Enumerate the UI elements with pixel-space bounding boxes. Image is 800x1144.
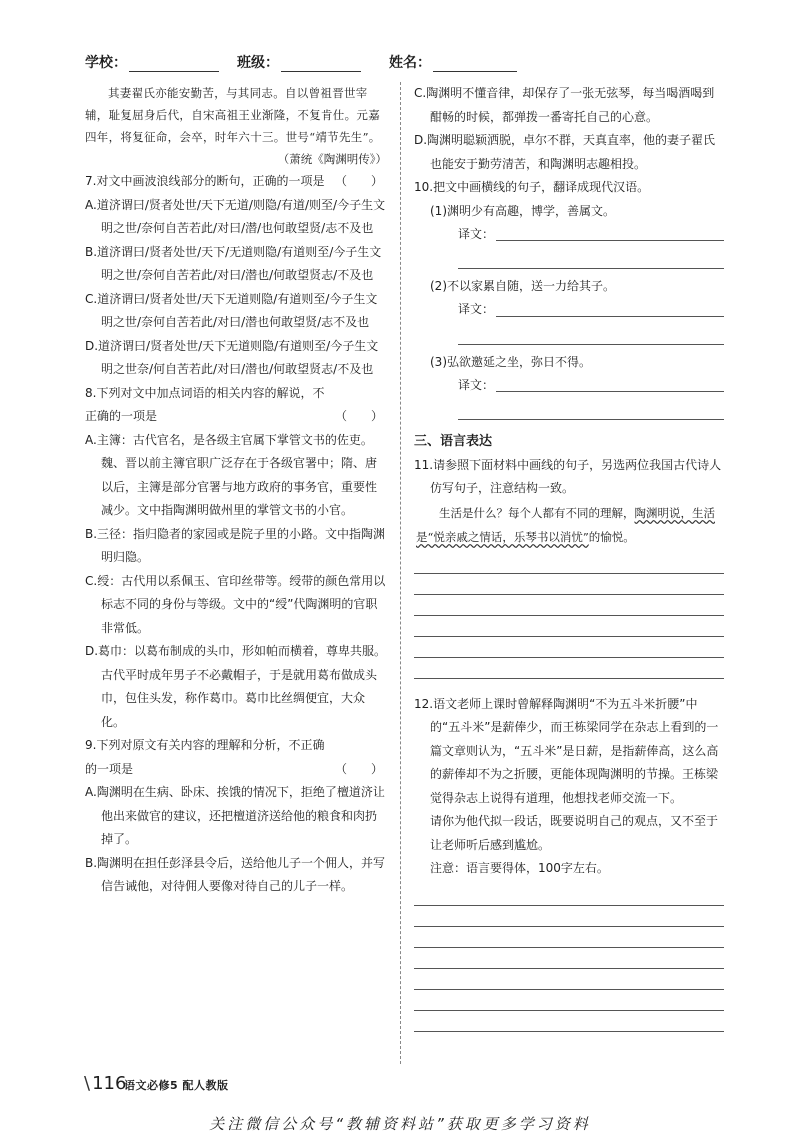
- slash-mark: \: [84, 1073, 91, 1094]
- writing-line[interactable]: [414, 927, 724, 948]
- q9-option-b[interactable]: B.陶渊明在担任彭泽县令后，送给他儿子一个佣人，并写信告诫他，对待佣人要像对待自己的儿子一样。: [85, 855, 386, 893]
- name-field[interactable]: [389, 52, 517, 72]
- q8-option-d[interactable]: D.葛巾：以葛布制成的头巾，形如帕而横着，尊卑共服。古代平时成年男子不必戴帽子，于是就用葛布做成头巾，包住头发，称作葛巾。葛巾比丝绸便宜，大众化。: [85, 644, 387, 729]
- question-11: [414, 454, 724, 679]
- answer-line[interactable]: [458, 322, 724, 345]
- page-number: \ 116: [84, 1073, 127, 1094]
- writing-line[interactable]: [414, 990, 724, 1011]
- q8-stem: 8.下列对文中加点词语的相关内容的解说，不正确的一项是 （ ）: [85, 382, 387, 429]
- passage-source: （萧统《陶渊明传》）: [277, 152, 387, 166]
- q9-option-a[interactable]: A.陶渊明在生病、卧床、挨饿的情况下，拒绝了檀道济让他出来做官的建议，还把檀道济送给他的粮食和肉扔掉了。: [85, 785, 385, 846]
- q8-answer-paren[interactable]: （ ）: [334, 409, 383, 423]
- passage-excerpt: 其妻翟氏亦能安勤苦，与其同志。自以曾祖晋世宰辅，耻复屈身后代，自宋高祖王业渐隆，不复肯仕。元嘉四年，将复征命，会卒，时年六十三。世号“靖节先生”。: [85, 86, 381, 144]
- q7-answer-paren[interactable]: （ ）: [334, 174, 383, 188]
- q9-option-c[interactable]: C.陶渊明不懂音律，却保存了一张无弦琴，每当喝酒喝到酣畅的时候，都弹拨一番寄托自己的心意。: [414, 86, 715, 124]
- q7-option-b[interactable]: B.道济谓曰/贤者处世/天下/无道则隐/有道则至/今子生文明之世/奈何自苦若此/对曰/潜也/何敢望贤志/不及也: [85, 244, 382, 282]
- book-title: 语文必修5 配人教版: [124, 1079, 229, 1092]
- column-divider: [400, 82, 401, 1064]
- q12-task: 请你为他代拟一段话，既要说明自己的观点，又不至于让老师听后感到尴尬。: [430, 814, 719, 852]
- answer-line[interactable]: [458, 246, 724, 269]
- q8-option-a[interactable]: A.主簿：古代官名，是各级主官属下掌管文书的佐吏。魏、晋以前主簿官职广泛存在于各级官署中；隋、唐以后，主簿是部分官署与地方政府的事务官，重要性减少。文中指陶渊明做州里的掌管文书的小官。: [85, 432, 378, 517]
- question-10: [414, 176, 724, 420]
- writing-line[interactable]: [414, 637, 724, 658]
- q10-sentence-1: (1)渊明少有高趣，博学，善属文。: [430, 203, 615, 218]
- school-label: 学校：: [85, 55, 127, 71]
- left-column: [85, 82, 387, 899]
- name-blank[interactable]: [433, 55, 517, 72]
- question-7: [85, 170, 387, 382]
- answer-label: 译文：: [458, 226, 495, 241]
- q10-sentence-2: (2)不以家累自随，送一力给其子。: [430, 279, 615, 293]
- q11-writing-area[interactable]: [414, 553, 724, 679]
- q10-stem: 10.把文中画横线的句子，翻译成现代汉语。: [414, 180, 650, 194]
- name-label: 姓名：: [389, 55, 431, 71]
- question-12: [414, 693, 724, 1032]
- q12-writing-area[interactable]: [414, 885, 724, 1032]
- q12-note: 注意：语言要得体，100字左右。: [430, 861, 609, 875]
- answer-label: 译文：: [458, 377, 495, 392]
- answer-line[interactable]: [496, 240, 724, 241]
- writing-line[interactable]: [414, 948, 724, 969]
- writing-line[interactable]: [414, 1011, 724, 1032]
- writing-line[interactable]: [414, 553, 724, 574]
- writing-line[interactable]: [414, 658, 724, 679]
- q9-stem: 9.下列对原文有关内容的理解和分析，不正确的一项是 （ ）: [85, 734, 387, 781]
- q7-option-a[interactable]: A.道济谓曰/贤者处世/天下无道/则隐/有道/则至/今子生文明之世/奈何自苦若此/对曰/潜/也何敢望贤/志不及也: [85, 197, 386, 235]
- q7-option-c[interactable]: C.道济谓曰/贤者处世/天下无道则隐/有道则至/今子生文明之世/奈何自苦若此/对曰/潜也何敢望贤/志不及也: [85, 291, 378, 329]
- answer-line[interactable]: [458, 397, 724, 420]
- q12-stem: 12.语文老师上课时曾解释陶渊明“不为五斗米折腰”中的“五斗米”是薪俸少，而王栋梁同学在杂志上看到的一篇文章则认为，“五斗米”是日薪，是指薪俸高，这么高的薪俸却不为之折腰，更能体现陶渊明的节操。王栋梁觉得杂志上说得有道理，他想找老师交流一下。: [414, 696, 719, 805]
- q11-material: 生活是什么？每个人都有不同的理解，陶渊明说，生活是“悦亲戚之情话，乐琴书以消忧”的愉悦。: [416, 505, 715, 544]
- q8-option-c[interactable]: C.绶：古代用以系佩玉、官印丝带等。绶带的颜色常用以标志不同的身份与等级。文中的“绶”代陶渊明的官职非常低。: [85, 573, 386, 635]
- student-info-header: [85, 52, 525, 76]
- writing-line[interactable]: [414, 969, 724, 990]
- question-9: [85, 734, 387, 899]
- q10-answer-3[interactable]: [414, 374, 724, 397]
- q7-stem: 7.对文中画波浪线部分的断句，正确的一项是 （ ）: [85, 170, 387, 194]
- question-8: [85, 382, 387, 735]
- q10-answer-1[interactable]: [414, 223, 724, 246]
- writing-line[interactable]: [414, 616, 724, 637]
- school-field[interactable]: [85, 52, 219, 72]
- section-heading-language-expression: 三、语言表达: [414, 434, 493, 449]
- q9-option-d[interactable]: D.陶渊明聪颖洒脱，卓尔不群，天真直率，他的妻子翟氏也能安于勤劳清苦，和陶渊明志趣相投。: [414, 133, 716, 171]
- class-field[interactable]: [237, 52, 361, 72]
- writing-line[interactable]: [414, 885, 724, 906]
- q8-option-b[interactable]: B.三径：指归隐者的家园或是院子里的小路。文中指陶渊明归隐。: [85, 526, 386, 564]
- answer-line[interactable]: [496, 391, 724, 392]
- q11-underlined-sentence: 陶渊明说，生活是“悦亲戚之情话，乐琴书以消忧”: [416, 505, 715, 544]
- right-column: [414, 82, 724, 1032]
- writing-line[interactable]: [414, 906, 724, 927]
- school-blank[interactable]: [129, 55, 219, 72]
- writing-line[interactable]: [414, 574, 724, 595]
- q9-answer-paren[interactable]: （ ）: [334, 761, 383, 776]
- q7-option-d[interactable]: D.道济谓曰/贤者处世/天下无道则隐/有道则至/今子生文明之世奈/何自苦若此/对曰/潜也/何敢望贤志/不及也: [85, 338, 379, 376]
- writing-line[interactable]: [414, 595, 724, 616]
- class-blank[interactable]: [281, 55, 361, 72]
- class-label: 班级：: [237, 55, 279, 71]
- answer-label: 译文：: [458, 302, 495, 316]
- answer-line[interactable]: [496, 316, 724, 317]
- promo-footer: 关注微信公众号“教辅资料站”获取更多学习资料: [209, 1115, 591, 1133]
- q10-answer-2[interactable]: [414, 299, 724, 322]
- q10-sentence-3: (3)弘欲邀延之坐，弥日不得。: [430, 354, 591, 369]
- q11-stem: 11.请参照下面材料中画线的句子，另选两位我国古代诗人仿写句子，注意结构一致。: [414, 457, 722, 495]
